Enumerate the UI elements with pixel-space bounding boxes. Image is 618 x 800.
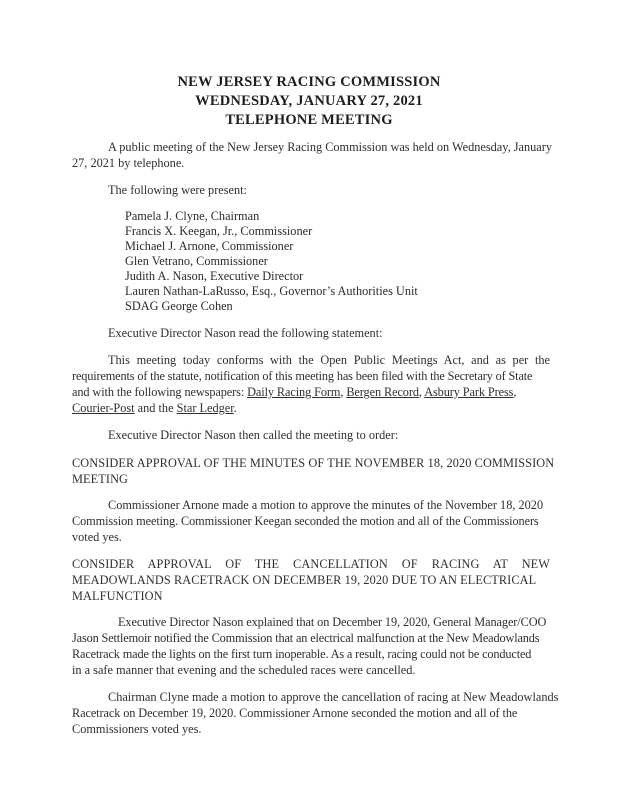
statement-line-2: requirements of the statute, notification of this meeting has been filed with the Secretary of State xyxy=(72,369,533,383)
item1-heading-line-2: MEETING xyxy=(72,472,129,486)
item2-para1-line: in a safe manner that evening and the scheduled races were cancelled. xyxy=(72,663,416,677)
item1-body-line-3: voted yes. xyxy=(72,530,122,544)
intro-line-1: A public meeting of the New Jersey Racing Commission was held on Wednesday, January xyxy=(108,140,553,154)
call-to-order: Executive Director Nason then called the meeting to order: xyxy=(108,428,399,442)
conjunction: and the xyxy=(134,401,177,415)
item2-heading-line-2: MEADOWLANDS RACETRACK ON DECEMBER 19, 2020 DUE TO AN ELECTRICAL xyxy=(72,573,537,587)
newspaper-link: Daily Racing Form xyxy=(247,385,341,399)
statement-line-3 xyxy=(72,384,516,400)
item2-para2-line: Commissioners voted yes. xyxy=(72,722,202,736)
statement-intro: Executive Director Nason read the following statement: xyxy=(108,326,383,340)
statement-line-4 xyxy=(72,400,237,416)
attendee-item: Judith A. Nason, Executive Director xyxy=(125,269,304,283)
item2-heading-line-1: CONSIDER APPROVAL OF THE CANCELLATION OF RACING AT NEW xyxy=(72,557,550,571)
statement-line-1: This meeting today conforms with the Open Public Meetings Act, and as per the xyxy=(108,353,550,367)
attendee-item: Michael J. Arnone, Commissioner xyxy=(125,239,294,253)
separator: , xyxy=(418,385,425,399)
item1-heading-line-1: CONSIDER APPROVAL OF THE MINUTES OF THE NOVEMBER 18, 2020 COMMISSION xyxy=(72,456,555,470)
header-date: WEDNESDAY, JANUARY 27, 2021 xyxy=(195,93,423,109)
newspaper-link: Asbury Park Press xyxy=(424,385,514,399)
separator: , xyxy=(340,385,347,399)
item2-para1-line: Jason Settlemoir notified the Commission that an electrical malfunction at the New Meadowlands xyxy=(72,631,540,645)
newspaper-link: Bergen Record xyxy=(346,385,419,399)
intro-line-2: 27, 2021 by telephone. xyxy=(72,156,185,170)
statement-prefix: and with the following newspapers: xyxy=(72,385,248,399)
header-meeting-type: TELEPHONE MEETING xyxy=(225,112,393,128)
item2-heading-line-3: MALFUNCTION xyxy=(72,589,163,603)
separator: , xyxy=(513,385,517,399)
present-label: The following were present: xyxy=(108,183,247,197)
item2-para2-line: Racetrack on December 19, 2020. Commissioner Arnone seconded the motion and all of the xyxy=(72,706,518,720)
item1-body-line-2: Commission meeting. Commissioner Keegan seconded the motion and all of the Commissioners xyxy=(72,514,539,528)
attendee-item: Lauren Nathan-LaRusso, Esq., Governor’s Authorities Unit xyxy=(125,284,418,298)
attendee-item: Pamela J. Clyne, Chairman xyxy=(125,209,260,223)
attendee-item: Glen Vetrano, Commissioner xyxy=(125,254,268,268)
attendee-item: SDAG George Cohen xyxy=(125,299,233,313)
header-title: NEW JERSEY RACING COMMISSION xyxy=(177,74,441,90)
attendee-item: Francis X. Keegan, Jr., Commissioner xyxy=(125,224,313,238)
item2-para1-line: Executive Director Nason explained that on December 19, 2020, General Manager/COO xyxy=(118,615,547,629)
item1-body-line-1: Commissioner Arnone made a motion to approve the minutes of the November 18, 2020 xyxy=(108,498,544,512)
newspaper-link: Star Ledger xyxy=(176,401,234,415)
period: . xyxy=(233,401,237,415)
newspaper-link: Courier-Post xyxy=(72,401,135,415)
item2-para2-line: Chairman Clyne made a motion to approve the cancellation of racing at New Meadowlands xyxy=(108,690,559,704)
item2-para1-line: Racetrack made the lights on the first turn inoperable. As a result, racing could not be conducted xyxy=(72,647,532,661)
